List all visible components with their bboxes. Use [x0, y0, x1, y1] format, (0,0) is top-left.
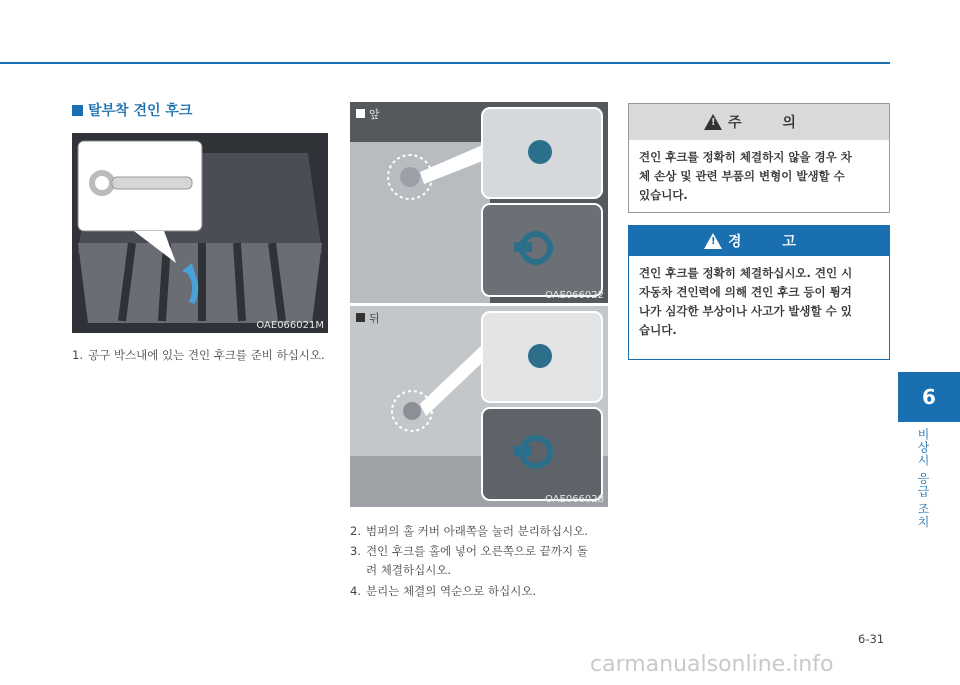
rear-image-code: OAE066028 — [544, 494, 604, 505]
page-number: 6-31 — [858, 632, 885, 646]
bullet-square-icon — [72, 105, 83, 116]
caution-header: ! 주 의 — [629, 104, 889, 140]
warning-triangle-icon: ! — [704, 233, 722, 249]
step-2: 2. 범퍼의 홀 커버 아래쪽을 눌러 분리하십시오. — [350, 524, 588, 538]
warning-header: ! 경 고 — [629, 226, 889, 256]
label-square-icon — [356, 109, 365, 118]
label-square-icon — [356, 313, 365, 322]
rear-label: 뒤 — [356, 310, 380, 326]
front-label: 앞 — [356, 106, 380, 122]
trunk-image-code: OAE066021M — [256, 320, 324, 331]
caution-text: 견인 후크를 정확히 체결하지 않을 경우 차 체 손상 및 관련 부품의 변형이 발생할 수 있습니다. — [639, 150, 852, 202]
chapter-title: 비상시 응급 조치 — [916, 428, 930, 529]
section-title: 탈부착 견인 후크 — [72, 100, 192, 120]
caution-triangle-icon: ! — [704, 114, 722, 130]
caution-box — [628, 103, 890, 213]
rear-bumper-illustration — [350, 306, 608, 507]
top-rule — [0, 62, 890, 64]
front-bumper-drawing — [350, 102, 608, 303]
warning-text: 견인 후크를 정확히 체결하십시오. 견인 시 자동차 견인력에 의해 견인 후크 등이 튕겨 나가 심각한 부상이나 사고가 발생할 수 있 습니다. — [639, 266, 853, 337]
trunk-drawing — [72, 133, 328, 333]
watermark: carmanualsonline.info — [590, 652, 834, 677]
front-image-code: OAE066022 — [544, 290, 604, 301]
step-3: 3. 견인 후크를 홀에 넣어 오른쪽으로 끝까지 돌 려 체결하십시오. — [350, 544, 588, 577]
rear-bumper-drawing — [350, 306, 608, 507]
step-1: 1. 공구 박스내에 있는 견인 후크를 준비 하십시오. — [72, 348, 325, 362]
front-bumper-illustration — [350, 102, 608, 303]
step-4: 4. 분리는 체결의 역순으로 하십시오. — [350, 584, 537, 598]
trunk-illustration — [72, 133, 328, 333]
warning-box — [628, 225, 890, 360]
chapter-tab: 6 — [898, 372, 960, 422]
